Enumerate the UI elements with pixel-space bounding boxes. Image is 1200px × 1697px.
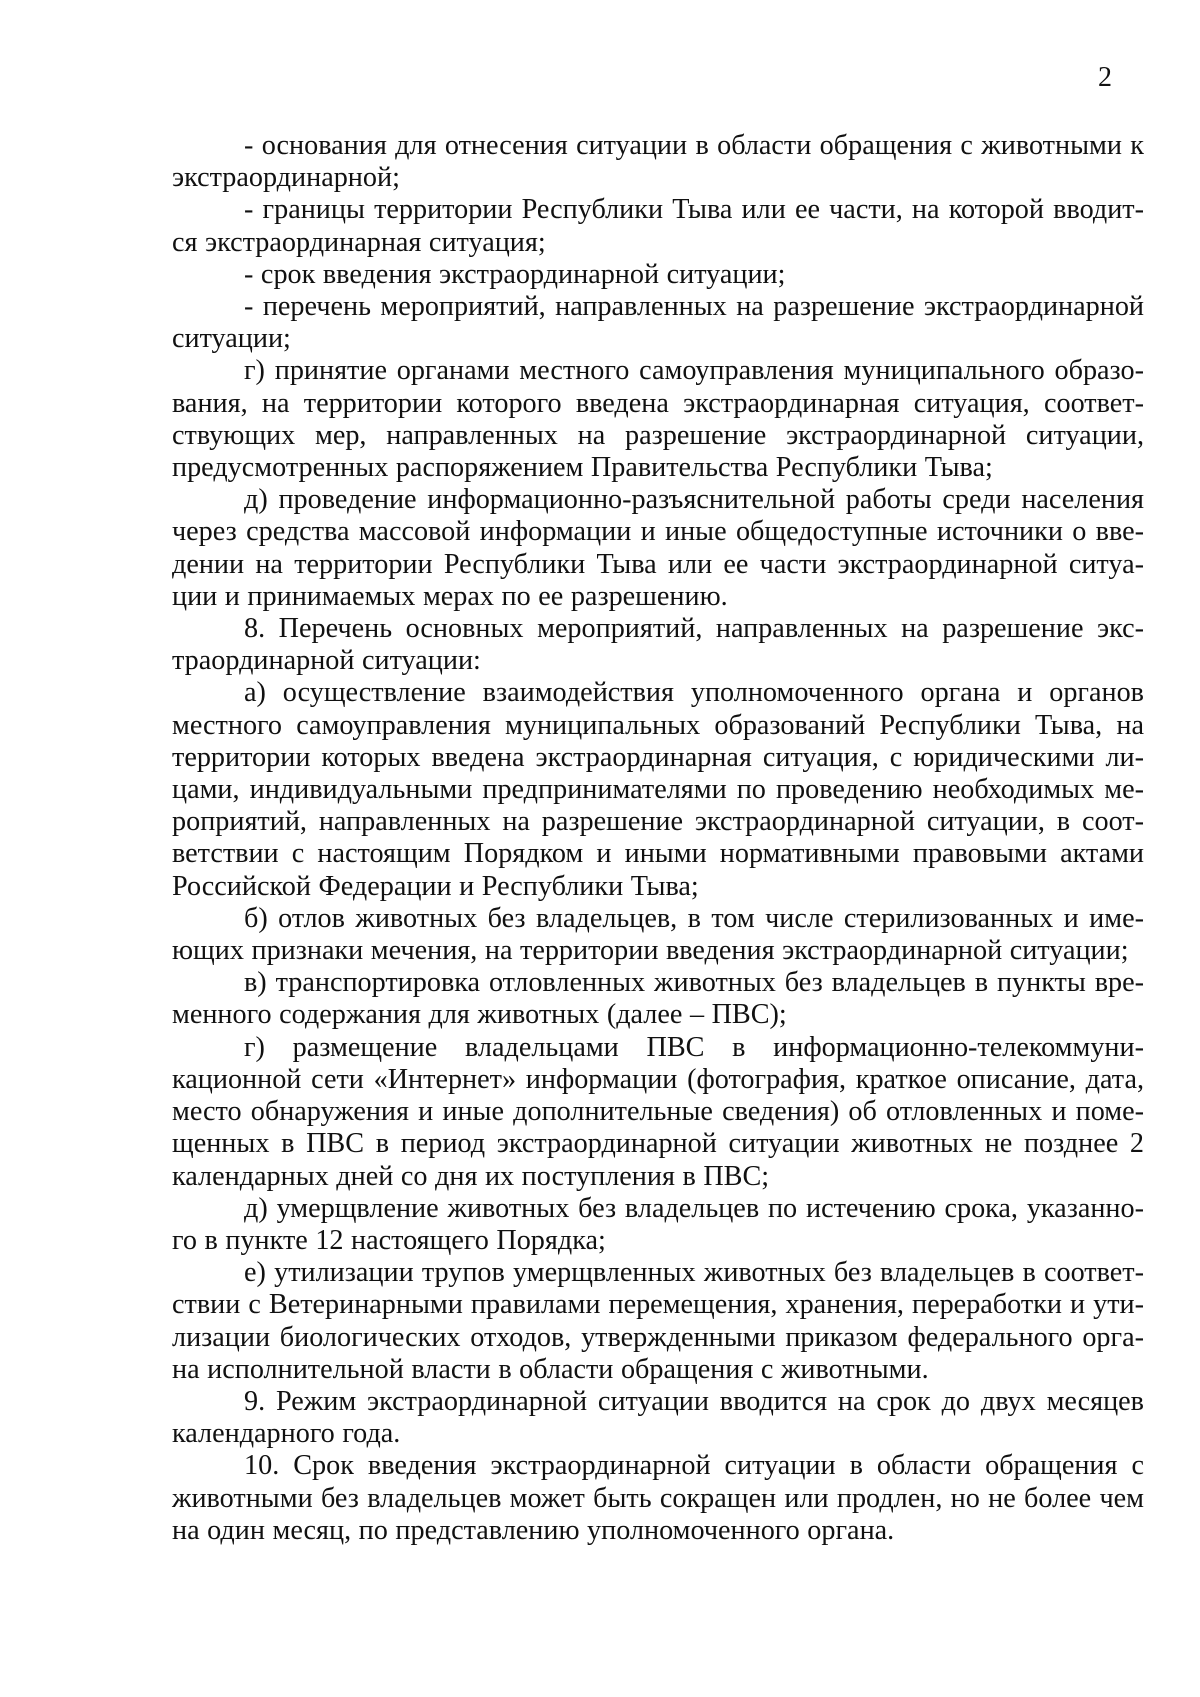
paragraph-8-item-g: г) размещение владельцами ПВС в информационно-телекоммуникационной сети «Интернет» информации (фотография, краткое описание, дата, место обнаружения и иные дополнительные сведения) об отловленных и помещенных в ПВС в период экстраординарной ситуации животных не позднее 2 календарных дней со дня их поступления в ПВС; (172, 1031, 1144, 1192)
paragraph-8-item-b: б) отлов животных без владельцев, в том числе стерилизованных и имеющих признаки мечения, на территории введения экстраординарной ситуации; (172, 902, 1144, 967)
paragraph-section-9: 9. Режим экстраординарной ситуации вводится на срок до двух месяцев календарного года. (172, 1385, 1144, 1450)
paragraph-grounds: - основания для отнесения ситуации в области обращения с животными к экстраординарной; (172, 130, 1144, 194)
document-body (172, 130, 1144, 1547)
page-number: 2 (1098, 62, 1112, 93)
paragraph-item-g: г) принятие органами местного самоуправления муниципального образования, на территории которого введена экстраординарная ситуация, соответствующих мер, направленных на разрешение экстраординарной ситуации, предусмотренных распоряжением Правительства Республики Тыва; (172, 355, 1144, 484)
paragraph-section-8: 8. Перечень основных мероприятий, направленных на разрешение экстраординарной ситуации: (172, 613, 1144, 677)
paragraph-measures-list: - перечень мероприятий, направленных на разрешение экстраординарной ситуации; (172, 291, 1144, 355)
paragraph-item-d: д) проведение информационно-разъяснительной работы среди населения через средства массовой информации и иные общедоступные источники о введении на территории Республики Тыва или ее части экстраординарной ситуации и принимаемых мерах по ее разрешению. (172, 484, 1144, 612)
paragraph-8-item-d: д) умерщвление животных без владельцев по истечению срока, указанного в пункте 12 настоящего Порядка; (172, 1192, 1144, 1256)
paragraph-8-item-e: е) утилизации трупов умерщвленных животных без владельцев в соответствии с Ветеринарными правилами перемещения, хранения, переработки и утилизации биологических отходов, утвержденными приказом федерального органа исполнительной власти в области обращения с животными. (172, 1257, 1144, 1385)
paragraph-8-item-a: а) осуществление взаимодействия уполномоченного органа и органов местного самоуправления муниципальных образований Республики Тыва, на территории которых введена экстраординарная ситуация, с юридическими лицами, индивидуальными предпринимателями по проведению необходимых мероприятий, направленных на разрешение экстраординарной ситуации, в соответствии с настоящим Порядком и иными нормативными правовыми актами Российской Федерации и Республики Тыва; (172, 677, 1144, 902)
paragraph-8-item-v: в) транспортировка отловленных животных без владельцев в пункты временного содержания для животных (далее – ПВС); (172, 967, 1144, 1031)
paragraph-term: - срок введения экстраординарной ситуации; (244, 258, 786, 290)
paragraph-boundaries: - границы территории Республики Тыва или ее части, на которой вводится экстраординарная ситуация; (172, 194, 1144, 258)
paragraph-section-10: 10. Срок введения экстраординарной ситуации в области обращения с животными без владельцев может быть сокращен или продлен, но не более чем на один месяц, по представлению уполномоченного органа. (172, 1450, 1144, 1546)
